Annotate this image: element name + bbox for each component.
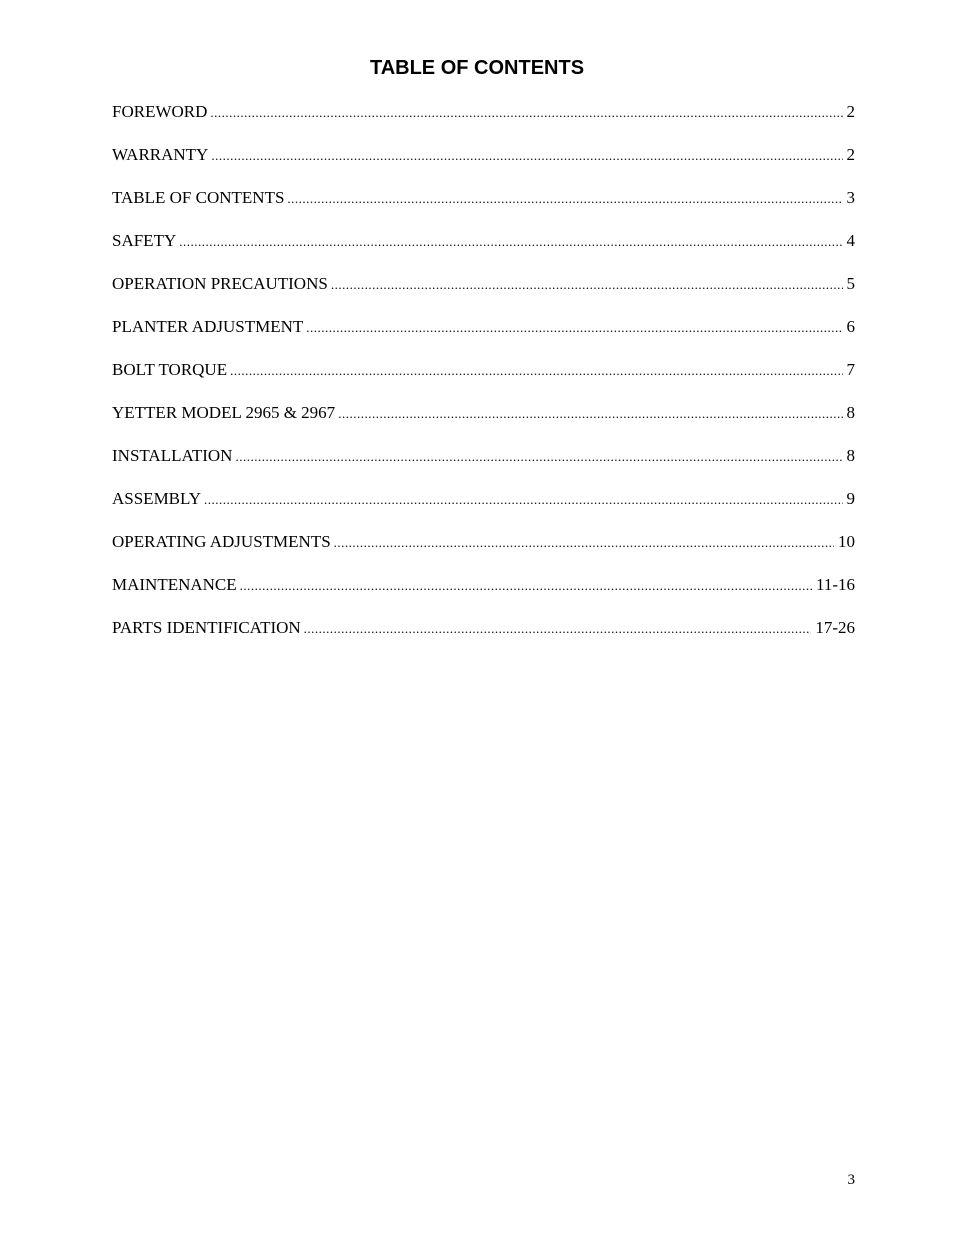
toc-entry-page: 11-16: [815, 575, 855, 594]
toc-entry-label: TABLE OF CONTENTS: [112, 188, 285, 207]
toc-entry-label: YETTER MODEL 2965 & 2967: [112, 403, 336, 422]
dot-leader: [204, 488, 843, 512]
dot-leader: [211, 144, 842, 168]
page-number: 3: [847, 1172, 855, 1188]
dot-leader: [306, 316, 842, 340]
toc-entry-label: OPERATION PRECAUTIONS: [112, 274, 328, 293]
toc-entry-page: 7: [846, 360, 855, 379]
toc-entry-page: 5: [846, 274, 855, 293]
toc-entry-installation[interactable]: [112, 444, 855, 487]
toc-entry-operating-adjustments[interactable]: [112, 530, 855, 573]
toc-entry-label: PARTS IDENTIFICATION: [112, 618, 301, 637]
toc-entry-yetter-model[interactable]: [112, 401, 855, 444]
toc-entry-page: 2: [846, 145, 855, 164]
toc-entry-label: WARRANTY: [112, 145, 209, 164]
dot-leader: [179, 230, 842, 254]
toc-entry-label: OPERATING ADJUSTMENTS: [112, 532, 331, 551]
dot-leader: [338, 402, 842, 426]
dot-leader: [230, 359, 842, 383]
toc-entry-foreword[interactable]: [112, 100, 855, 143]
toc-entry-page: 9: [846, 489, 855, 508]
toc-entry-page: 8: [846, 403, 855, 422]
toc-entry-bolt-torque[interactable]: [112, 358, 855, 401]
toc-entry-page: 3: [846, 188, 855, 207]
toc-entry-label: FOREWORD: [112, 102, 208, 121]
toc-entry-warranty[interactable]: [112, 143, 855, 186]
dot-leader: [334, 531, 834, 555]
toc-entry-safety[interactable]: [112, 229, 855, 272]
dot-leader: [304, 617, 812, 641]
dot-leader: [210, 101, 842, 125]
toc-entry-page: 8: [846, 446, 855, 465]
toc-entry-table-of-contents[interactable]: [112, 186, 855, 229]
toc-entry-assembly[interactable]: [112, 487, 855, 530]
toc-entry-page: 17-26: [815, 618, 855, 637]
page-title: TABLE OF CONTENTS: [369, 57, 585, 79]
toc-entry-page: 10: [838, 532, 855, 551]
toc-entry-page: 2: [846, 102, 855, 121]
dot-leader: [240, 574, 812, 598]
dot-leader: [235, 445, 842, 469]
dot-leader: [287, 187, 842, 211]
toc-entry-label: MAINTENANCE: [112, 575, 237, 594]
toc-entry-page: 4: [846, 231, 855, 250]
dot-leader: [331, 273, 843, 297]
toc-entry-operation-precautions[interactable]: [112, 272, 855, 315]
toc-entry-label: INSTALLATION: [112, 446, 233, 465]
toc-entry-label: ASSEMBLY: [112, 489, 201, 508]
toc-entry-maintenance[interactable]: [112, 573, 855, 616]
toc-entry-page: 6: [846, 317, 855, 336]
toc-entry-label: SAFETY: [112, 231, 177, 250]
toc-entry-planter-adjustment[interactable]: [112, 315, 855, 358]
toc-entry-label: PLANTER ADJUSTMENT: [112, 317, 304, 336]
table-of-contents: [112, 100, 855, 659]
toc-entry-parts-identification[interactable]: [112, 616, 855, 659]
toc-entry-label: BOLT TORQUE: [112, 360, 228, 379]
